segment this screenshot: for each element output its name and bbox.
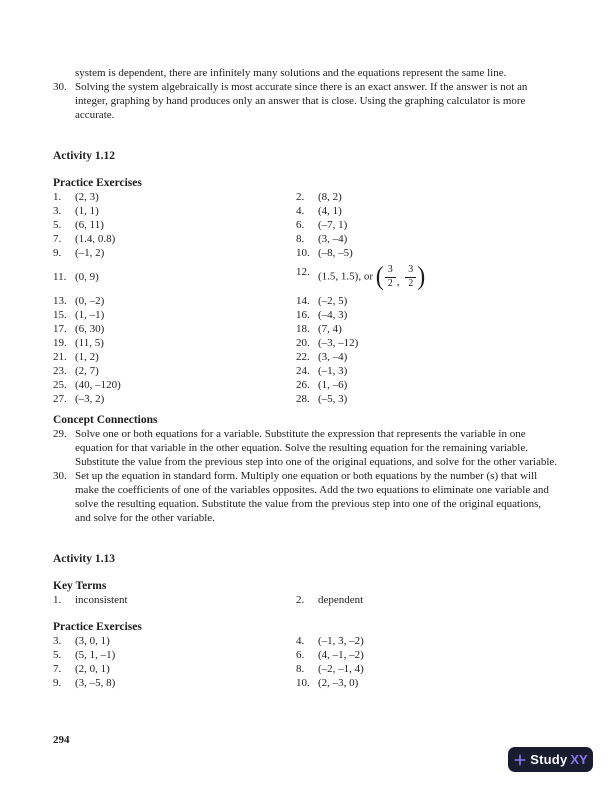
exercise-cell	[53, 350, 296, 364]
exercise-number: 3.	[53, 635, 62, 647]
key-terms-list	[53, 593, 558, 607]
exercise-number: 21.	[53, 351, 67, 363]
exercise-answer: dependent	[318, 594, 364, 606]
exercise-number: 11.	[53, 271, 67, 283]
exercise-cell	[296, 364, 558, 378]
key-terms-heading: Key Terms	[53, 580, 107, 592]
exercise-cell	[53, 322, 296, 336]
exercise-answer: (40, –120)	[75, 379, 121, 391]
exercise-cell	[53, 270, 296, 284]
exercise-row	[53, 260, 558, 294]
concept-connections-heading: Concept Connections	[53, 414, 158, 426]
exercise-cell	[296, 246, 558, 260]
answer-item-30	[53, 469, 558, 525]
exercise-cell	[53, 392, 296, 406]
fraction-separator: ,	[396, 276, 403, 288]
exercise-answer: (2, –3, 0)	[318, 677, 359, 689]
answer-text: system is dependent, there are infinitely many solutions and the equations represent the same line.	[75, 67, 507, 79]
page-number: 294	[53, 734, 70, 746]
exercise-cell	[53, 204, 296, 218]
exercise-number: 16.	[296, 309, 310, 321]
exercise-cell	[53, 190, 296, 204]
exercise-number: 26.	[296, 379, 310, 391]
exercise-cell	[296, 593, 558, 607]
exercise-cell	[53, 364, 296, 378]
studyxy-watermark	[508, 747, 593, 772]
fraction	[385, 265, 396, 289]
exercise-number: 24.	[296, 365, 310, 377]
exercise-row	[53, 634, 558, 648]
answer-item-29	[53, 427, 558, 469]
exercise-row	[53, 350, 558, 364]
exercise-row	[53, 218, 558, 232]
item-number: 30.	[53, 470, 67, 482]
fraction-pair	[375, 262, 426, 292]
exercise-number: 1.	[53, 594, 62, 606]
answer-item-30-top	[53, 80, 558, 122]
item-number: 29.	[53, 428, 67, 440]
activity-1-12-title: Activity 1.12	[53, 150, 115, 162]
exercise-answer: (–1, 3, –2)	[318, 635, 364, 647]
exercise-list-1-10	[53, 190, 558, 260]
plus-icon	[513, 753, 527, 767]
exercise-answer: (3, 0, 1)	[75, 635, 110, 647]
exercise-number: 9.	[53, 247, 62, 259]
exercise-number: 25.	[53, 379, 67, 391]
exercise-number: 1.	[53, 191, 62, 203]
exercise-answer: (1.4, 0.8)	[75, 233, 116, 245]
exercise-row	[53, 648, 558, 662]
exercise-number: 8.	[296, 663, 305, 675]
exercise-row	[53, 322, 558, 336]
exercise-answer: (4, –1, –2)	[318, 649, 364, 661]
exercise-answer: (–7, 1)	[318, 219, 348, 231]
paren-close-glyph: )	[417, 262, 426, 292]
exercise-answer: (0, –2)	[75, 295, 105, 307]
exercise-answer: (2, 0, 1)	[75, 663, 110, 675]
exercise-answer: (2, 3)	[75, 191, 99, 203]
exercise-answer: (5, 1, –1)	[75, 649, 116, 661]
exercise-row	[53, 676, 558, 690]
exercise-cell	[296, 648, 558, 662]
exercise-answer: (–3, –12)	[318, 337, 359, 349]
exercise-row	[53, 308, 558, 322]
exercise-number: 22.	[296, 351, 310, 363]
fraction-denominator: 2	[405, 277, 416, 290]
exercise-number: 3.	[53, 205, 62, 217]
exercise-row	[53, 190, 558, 204]
exercise-cell	[53, 232, 296, 246]
exercise-number: 17.	[53, 323, 67, 335]
exercise-row	[53, 336, 558, 350]
exercise-answer: (1, –6)	[318, 379, 348, 391]
exercise-cell	[53, 246, 296, 260]
exercise-cell	[296, 322, 558, 336]
exercise-number: 15.	[53, 309, 67, 321]
exercise-cell	[296, 662, 558, 676]
exercise-answer: (–2, 5)	[318, 295, 348, 307]
exercise-number: 12.	[296, 266, 310, 278]
exercise-cell	[53, 308, 296, 322]
exercise-cell	[296, 262, 558, 292]
exercise-cell	[296, 634, 558, 648]
exercise-row	[53, 232, 558, 246]
answer-item-continuation	[53, 66, 558, 80]
exercise-answer: (3, –4)	[318, 351, 348, 363]
exercise-number: 6.	[296, 649, 305, 661]
exercise-list-11-12	[53, 260, 558, 294]
exercise-cell	[53, 634, 296, 648]
fraction-numerator: 3	[387, 264, 393, 275]
exercise-answer: (–3, 2)	[75, 393, 105, 405]
exercise-number: 13.	[53, 295, 67, 307]
exercise-answer: inconsistent	[75, 594, 128, 606]
activity-1-13-title: Activity 1.13	[53, 553, 115, 565]
exercise-number: 4.	[296, 635, 305, 647]
brand-study-text: Study	[530, 752, 568, 767]
exercise-answer: (3, –4)	[318, 233, 348, 245]
exercise-cell	[53, 593, 296, 607]
exercise-number: 10.	[296, 247, 310, 259]
exercise-cell	[296, 232, 558, 246]
exercise-cell	[296, 294, 558, 308]
page-content	[53, 66, 558, 690]
practice-exercises-heading: Practice Exercises	[53, 177, 142, 189]
exercise-cell	[296, 378, 558, 392]
exercise-cell	[53, 336, 296, 350]
exercise-number: 19.	[53, 337, 67, 349]
exercise-cell	[296, 308, 558, 322]
exercise-number: 18.	[296, 323, 310, 335]
answer-text: Set up the equation in standard form. Multiply one equation or both equations by the number (s) that will make the coefficients of one of the variables opposites. Add the two equations to eliminate one variable and solve the resulting equation. Substitute the value from the previous step into one of the original equations, and solve for the other variable.	[75, 470, 549, 524]
exercise-answer: (6, 11)	[75, 219, 104, 231]
exercise-row	[53, 392, 558, 406]
exercise-cell	[296, 218, 558, 232]
exercise-answer: (–1, 3)	[318, 365, 348, 377]
exercise-answer: (–8, –5)	[318, 247, 353, 259]
exercise-row	[53, 246, 558, 260]
answer-text: Solving the system algebraically is most accurate since there is an exact answer. If the answer is not an integer, graphing by hand produces only an answer that is close. Using the graphing calculator is more accurate.	[75, 81, 528, 121]
exercise-answer: (1, 1)	[75, 205, 99, 217]
exercise-answer: (–2, –1, 4)	[318, 663, 364, 675]
exercise-row	[53, 593, 558, 607]
exercise-answer: (1, 2)	[75, 351, 99, 363]
answer-text: Solve one or both equations for a variable. Substitute the expression that represents the variable in one equation for that variable in the other equation. Solve the resulting equation for the remaining variable. Substitute the value from the previous step into one of the original equations, and solve for the other variable.	[75, 428, 558, 468]
exercise-number: 23.	[53, 365, 67, 377]
exercise-cell	[53, 294, 296, 308]
fraction-numerator: 3	[408, 264, 414, 275]
exercise-answer: (2, 7)	[75, 365, 99, 377]
exercise-answer: (0, 9)	[75, 271, 99, 283]
exercise-number: 6.	[296, 219, 305, 231]
fraction	[405, 265, 416, 289]
exercise-row	[53, 364, 558, 378]
exercise-cell	[296, 676, 558, 690]
exercise-answer: (8, 2)	[318, 191, 342, 203]
exercise-answer: (3, –5, 8)	[75, 677, 116, 689]
exercise-cell	[296, 392, 558, 406]
exercise-number: 14.	[296, 295, 310, 307]
fraction-denominator: 2	[385, 277, 396, 290]
exercise-answer: (6, 30)	[75, 323, 105, 335]
exercise-row	[53, 204, 558, 218]
exercise-cell	[296, 350, 558, 364]
item-number: 30.	[53, 81, 67, 93]
exercise-answer: (7, 4)	[318, 323, 342, 335]
exercise-row	[53, 294, 558, 308]
exercise-answer: (–4, 3)	[318, 309, 348, 321]
exercise-number: 7.	[53, 663, 62, 675]
exercise-number: 2.	[296, 191, 305, 203]
exercise-answer: (1.5, 1.5), or ( $\frac{3}{2}$ , $\frac{3}{2}$ )	[318, 262, 426, 292]
exercise-cell	[296, 336, 558, 350]
exercise-answer: (11, 5)	[75, 337, 104, 349]
exercise-cell	[296, 190, 558, 204]
exercise-number: 9.	[53, 677, 62, 689]
exercise-cell	[53, 662, 296, 676]
exercise-number: 4.	[296, 205, 305, 217]
exercise-answer: (4, 1)	[318, 205, 342, 217]
exercise-row	[53, 662, 558, 676]
exercise-number: 2.	[296, 594, 305, 606]
exercise-cell	[53, 218, 296, 232]
exercise-number: 5.	[53, 649, 62, 661]
exercise-row	[53, 378, 558, 392]
exercise-answer: (1, –1)	[75, 309, 105, 321]
practice-exercises-heading-2: Practice Exercises	[53, 621, 142, 633]
exercise-cell	[53, 648, 296, 662]
exercise-number: 10.	[296, 677, 310, 689]
exercise-number: 8.	[296, 233, 305, 245]
exercise-list-13-28	[53, 294, 558, 406]
exercise-number: 27.	[53, 393, 67, 405]
paren-open-glyph: (	[375, 262, 384, 292]
exercise-number: 7.	[53, 233, 62, 245]
exercise-list-3-10	[53, 634, 558, 690]
exercise-number: 5.	[53, 219, 62, 231]
exercise-number: 20.	[296, 337, 310, 349]
exercise-answer: (–1, 2)	[75, 247, 105, 259]
exercise-cell	[296, 204, 558, 218]
exercise-number: 28.	[296, 393, 310, 405]
exercise-cell	[53, 378, 296, 392]
exercise-answer: (–5, 3)	[318, 393, 348, 405]
exercise-cell	[53, 676, 296, 690]
brand-xy-text: XY	[570, 752, 588, 767]
